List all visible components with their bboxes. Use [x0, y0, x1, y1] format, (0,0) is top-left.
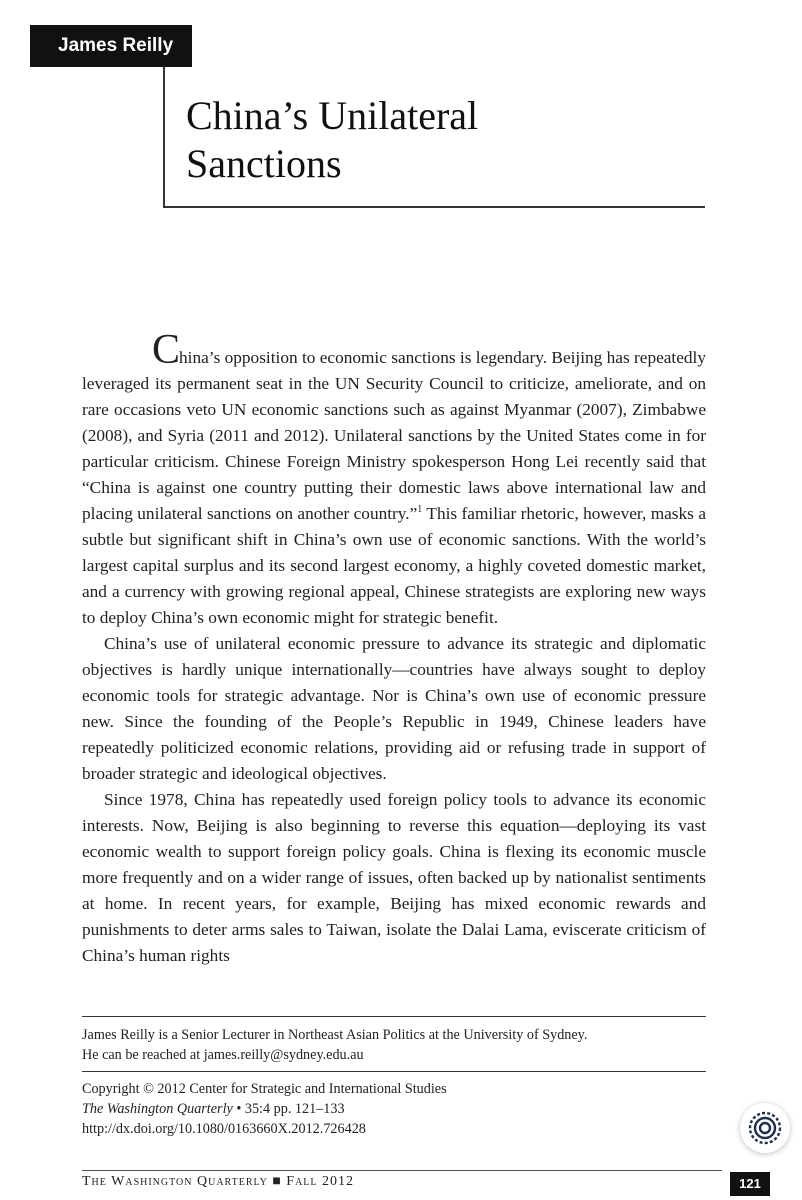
paragraph-1 [82, 327, 706, 631]
article-title [186, 92, 478, 188]
journal-name: The Washington Quarterly [82, 1101, 233, 1117]
copyright-rule [82, 1071, 706, 1072]
concentric-circles-icon [747, 1110, 783, 1146]
copyright-line: Copyright © 2012 Center for Strategic and International Studies [82, 1081, 447, 1097]
paragraph-1-text: hina’s opposition to economic sanctions is legendary. Beijing has repeatedly leveraged its permanent seat in the UN Security Council to criticize, ameliorate, and on rare occasions veto UN economic sanctions such as against Myanmar (2007), Zimbabwe (2008), and Syria (2011 and 2012). Unilateral sanctions by the United States come in for particular criticism. Chinese Foreign Ministry spokesperson Hong Lei recently said that “China is against one country putting their domestic laws above international law and placing unilateral sanctions on another country.” [82, 348, 706, 523]
footnote-rule [82, 1016, 706, 1017]
paragraph-2: China’s use of unilateral economic pressure to advance its strategic and diplomatic objectives is hardly unique internationally—countries have always sought to deploy economic tools for strategic advantage. Nor is China’s own use of economic pressure new. Since the founding of the People’s Republic in 1949, Chinese leaders have repeatedly politicized economic relations, providing aid or refusing trade in support of broader strategic and ideological objectives. [82, 634, 706, 783]
copyright-block [82, 1079, 642, 1139]
page-number: 121 [730, 1172, 770, 1196]
citation-line [82, 1099, 642, 1119]
author-footnote [82, 1025, 706, 1065]
article-body [82, 327, 706, 969]
title-rule-vertical [163, 67, 165, 208]
paragraph-1-text-cont: This familiar rhetoric, however, masks a subtle but significant shift in China’s own use of economic sanctions. With the world’s largest capital surplus and its second largest economy, a highly coveted domestic market, and a currency with growing regional appeal, Chinese strategists are exploring new ways to deploy China’s own economic might for strategic benefit. [82, 504, 706, 627]
footnote-ref-1[interactable]: 1 [417, 504, 423, 516]
doi-link[interactable]: http://dx.doi.org/10.1080/0163660X.2012.726428 [82, 1121, 366, 1137]
title-line-2: Sanctions [186, 141, 342, 186]
footer-rule [82, 1170, 722, 1171]
footnote-line-2: He can be reached at james.reilly@sydney.edu.au [82, 1047, 364, 1063]
author-name: James Reilly [58, 35, 174, 56]
drop-cap: C [152, 327, 180, 373]
title-rule-horizontal [163, 206, 705, 208]
citation: • 35:4 pp. 121–133 [232, 1101, 345, 1117]
author-tab [30, 25, 192, 67]
footnote-line-1: James Reilly is a Senior Lecturer in Northeast Asian Politics at the University of Sydney. [82, 1027, 588, 1043]
title-line-1: China’s Unilateral [186, 93, 479, 138]
paragraph-3: Since 1978, China has repeatedly used foreign policy tools to advance its economic interests. Now, Beijing is also beginning to reverse this equation—deploying its vast economic wealth to support foreign policy goals. China is flexing its economic muscle more frequently and on a wider range of issues, often backed up by nationalist sentiments at home. In recent years, for example, Beijing has mixed economic rewards and punishments to deter arms sales to Taiwan, isolate the Dalai Lama, eviscerate criticism of China’s human rights [82, 790, 706, 965]
reader-app-icon[interactable] [740, 1103, 790, 1153]
running-footer: The Washington Quarterly ■ Fall 2012 [82, 1174, 355, 1189]
